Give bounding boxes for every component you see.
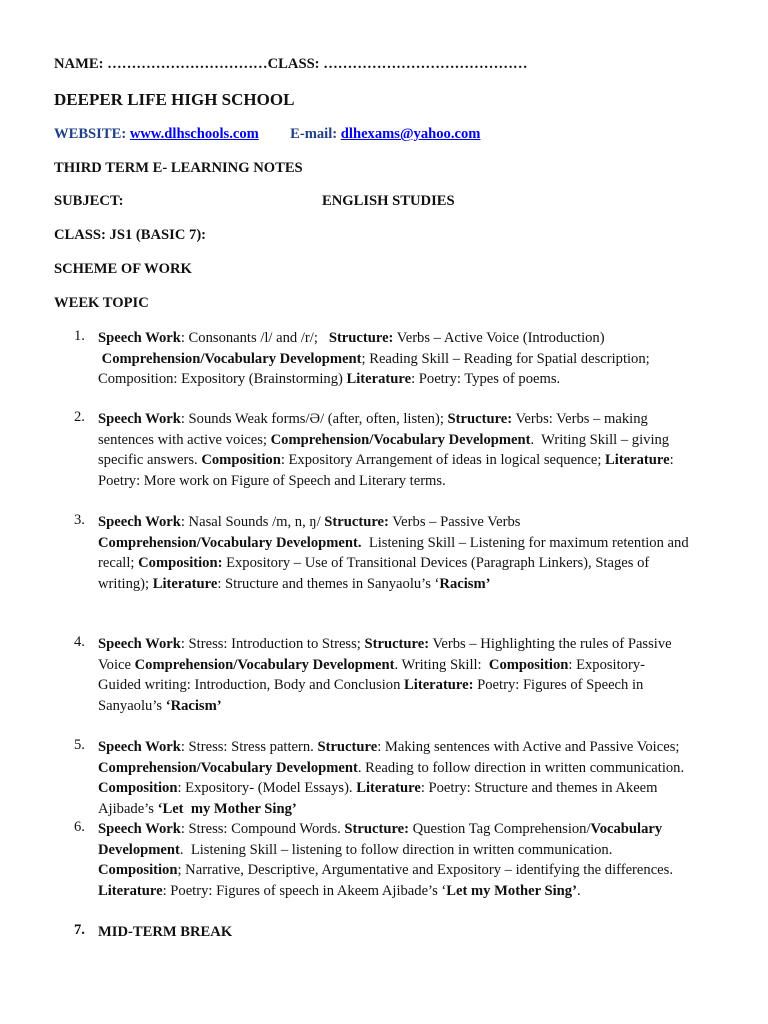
term-title: THIRD TERM E- LEARNING NOTES — [54, 160, 303, 176]
class-field-label[interactable]: CLASS: …………………………………… — [267, 56, 528, 72]
week-description-line: recall; Composition: Expository – Use of Transitional Devices (Paragraph Linkers), Stages of — [98, 555, 650, 572]
week-topic-heading: WEEK TOPIC — [54, 295, 149, 311]
week-description-line: Composition: Expository- (Model Essays). Literature: Poetry: Structure and themes in Akeem — [98, 780, 658, 797]
week-number: 4. — [74, 634, 85, 650]
week-number: 3. — [74, 512, 85, 528]
contact-line — [54, 126, 480, 143]
week-description-line: Comprehension/Vocabulary Development. Listening Skill – Listening for maximum retention and — [98, 534, 689, 551]
subject-value: ENGLISH STUDIES — [322, 193, 455, 209]
week-description-line: Comprehension/Vocabulary Development; Reading Skill – Reading for Spatial description; — [101, 350, 650, 367]
week-description-line: Comprehension/Vocabulary Development. Reading to follow direction in written communication. — [98, 759, 685, 776]
week-description-line: Guided writing: Introduction, Body and Conclusion Literature: Poetry: Figures of Speech in — [98, 677, 644, 694]
week-description-line: Development. Listening Skill – listening to follow direction in written communication. — [98, 841, 613, 858]
school-name: DEEPER LIFE HIGH SCHOOL — [54, 90, 295, 109]
week-description-line: Speech Work: Stress: Introduction to Stress; Structure: Verbs – Highlighting the rules of Passive — [98, 636, 672, 652]
week-description-line: Composition; Narrative, Descriptive, Argumentative and Expository – identifying the differences. — [98, 862, 673, 879]
week-description — [98, 737, 714, 819]
week-description-line: MID-TERM BREAK — [98, 924, 233, 940]
week-description-line: Ajibade’s ‘Let my Mother Sing’ — [98, 800, 297, 817]
week-description-line: Speech Work: Consonants /l/ and /r/; Structure: Verbs – Active Voice (Introduction) — [98, 330, 605, 346]
week-description-line: Speech Work: Nasal Sounds /m, n, ŋ/ Structure: Verbs – Passive Verbs — [98, 514, 521, 530]
class-heading: CLASS: JS1 (BASIC 7): — [54, 227, 207, 243]
week-description-line: Speech Work: Sounds Weak forms/Ə/ (after, often, listen); Structure: Verbs: Verbs – making — [98, 411, 648, 427]
subject-line — [54, 193, 654, 210]
website-link[interactable]: www.dlhschools.com — [129, 126, 259, 142]
week-description-line: specific answers. Composition: Expository Arrangement of ideas in logical sequence; Literature: — [98, 452, 674, 469]
week-description — [98, 819, 714, 901]
week-description — [98, 328, 714, 390]
name-field-label[interactable]: NAME: …………………………… — [54, 56, 268, 72]
week-description-line: Literature: Poetry: Figures of speech in Akeem Ajibade’s ‘Let my Mother Sing’. — [98, 882, 581, 899]
scheme-heading: SCHEME OF WORK — [54, 261, 192, 277]
week-number: 6. — [74, 819, 85, 835]
week-description-line: Voice Comprehension/Vocabulary Development. Writing Skill: Composition: Expository- — [98, 656, 645, 673]
week-description — [98, 409, 714, 491]
week-description-line: Composition: Expository (Brainstorming) Literature: Poetry: Types of poems. — [98, 371, 561, 388]
week-description-line: writing); Literature: Structure and themes in Sanyaolu’s ‘Racism’ — [98, 575, 491, 592]
week-number: 1. — [74, 328, 85, 344]
week-number: 2. — [74, 409, 85, 425]
week-description-line: Poetry: More work on Figure of Speech and Literary terms. — [98, 472, 446, 489]
week-number: 5. — [74, 737, 85, 753]
week-description-line: sentences with active voices; Comprehension/Vocabulary Development. Writing Skill – giving — [98, 431, 670, 448]
week-description-line: Speech Work: Stress: Stress pattern. Structure: Making sentences with Active and Passive Voices; — [98, 739, 680, 755]
name-class-line — [54, 56, 528, 73]
week-description — [98, 512, 714, 594]
week-description-line: Sanyaolu’s ‘Racism’ — [98, 697, 222, 714]
week-description-line: Speech Work: Stress: Compound Words. Structure: Question Tag Comprehension/Vocabulary — [98, 821, 663, 837]
week-number: 7. — [74, 922, 85, 938]
week-description — [98, 634, 714, 716]
email-label: E-mail: — [290, 126, 338, 142]
email-link[interactable]: dlhexams@yahoo.com — [340, 126, 481, 142]
mid-term-break — [98, 922, 714, 943]
subject-label: SUBJECT: — [54, 193, 124, 209]
website-label: WEBSITE: — [54, 126, 127, 142]
